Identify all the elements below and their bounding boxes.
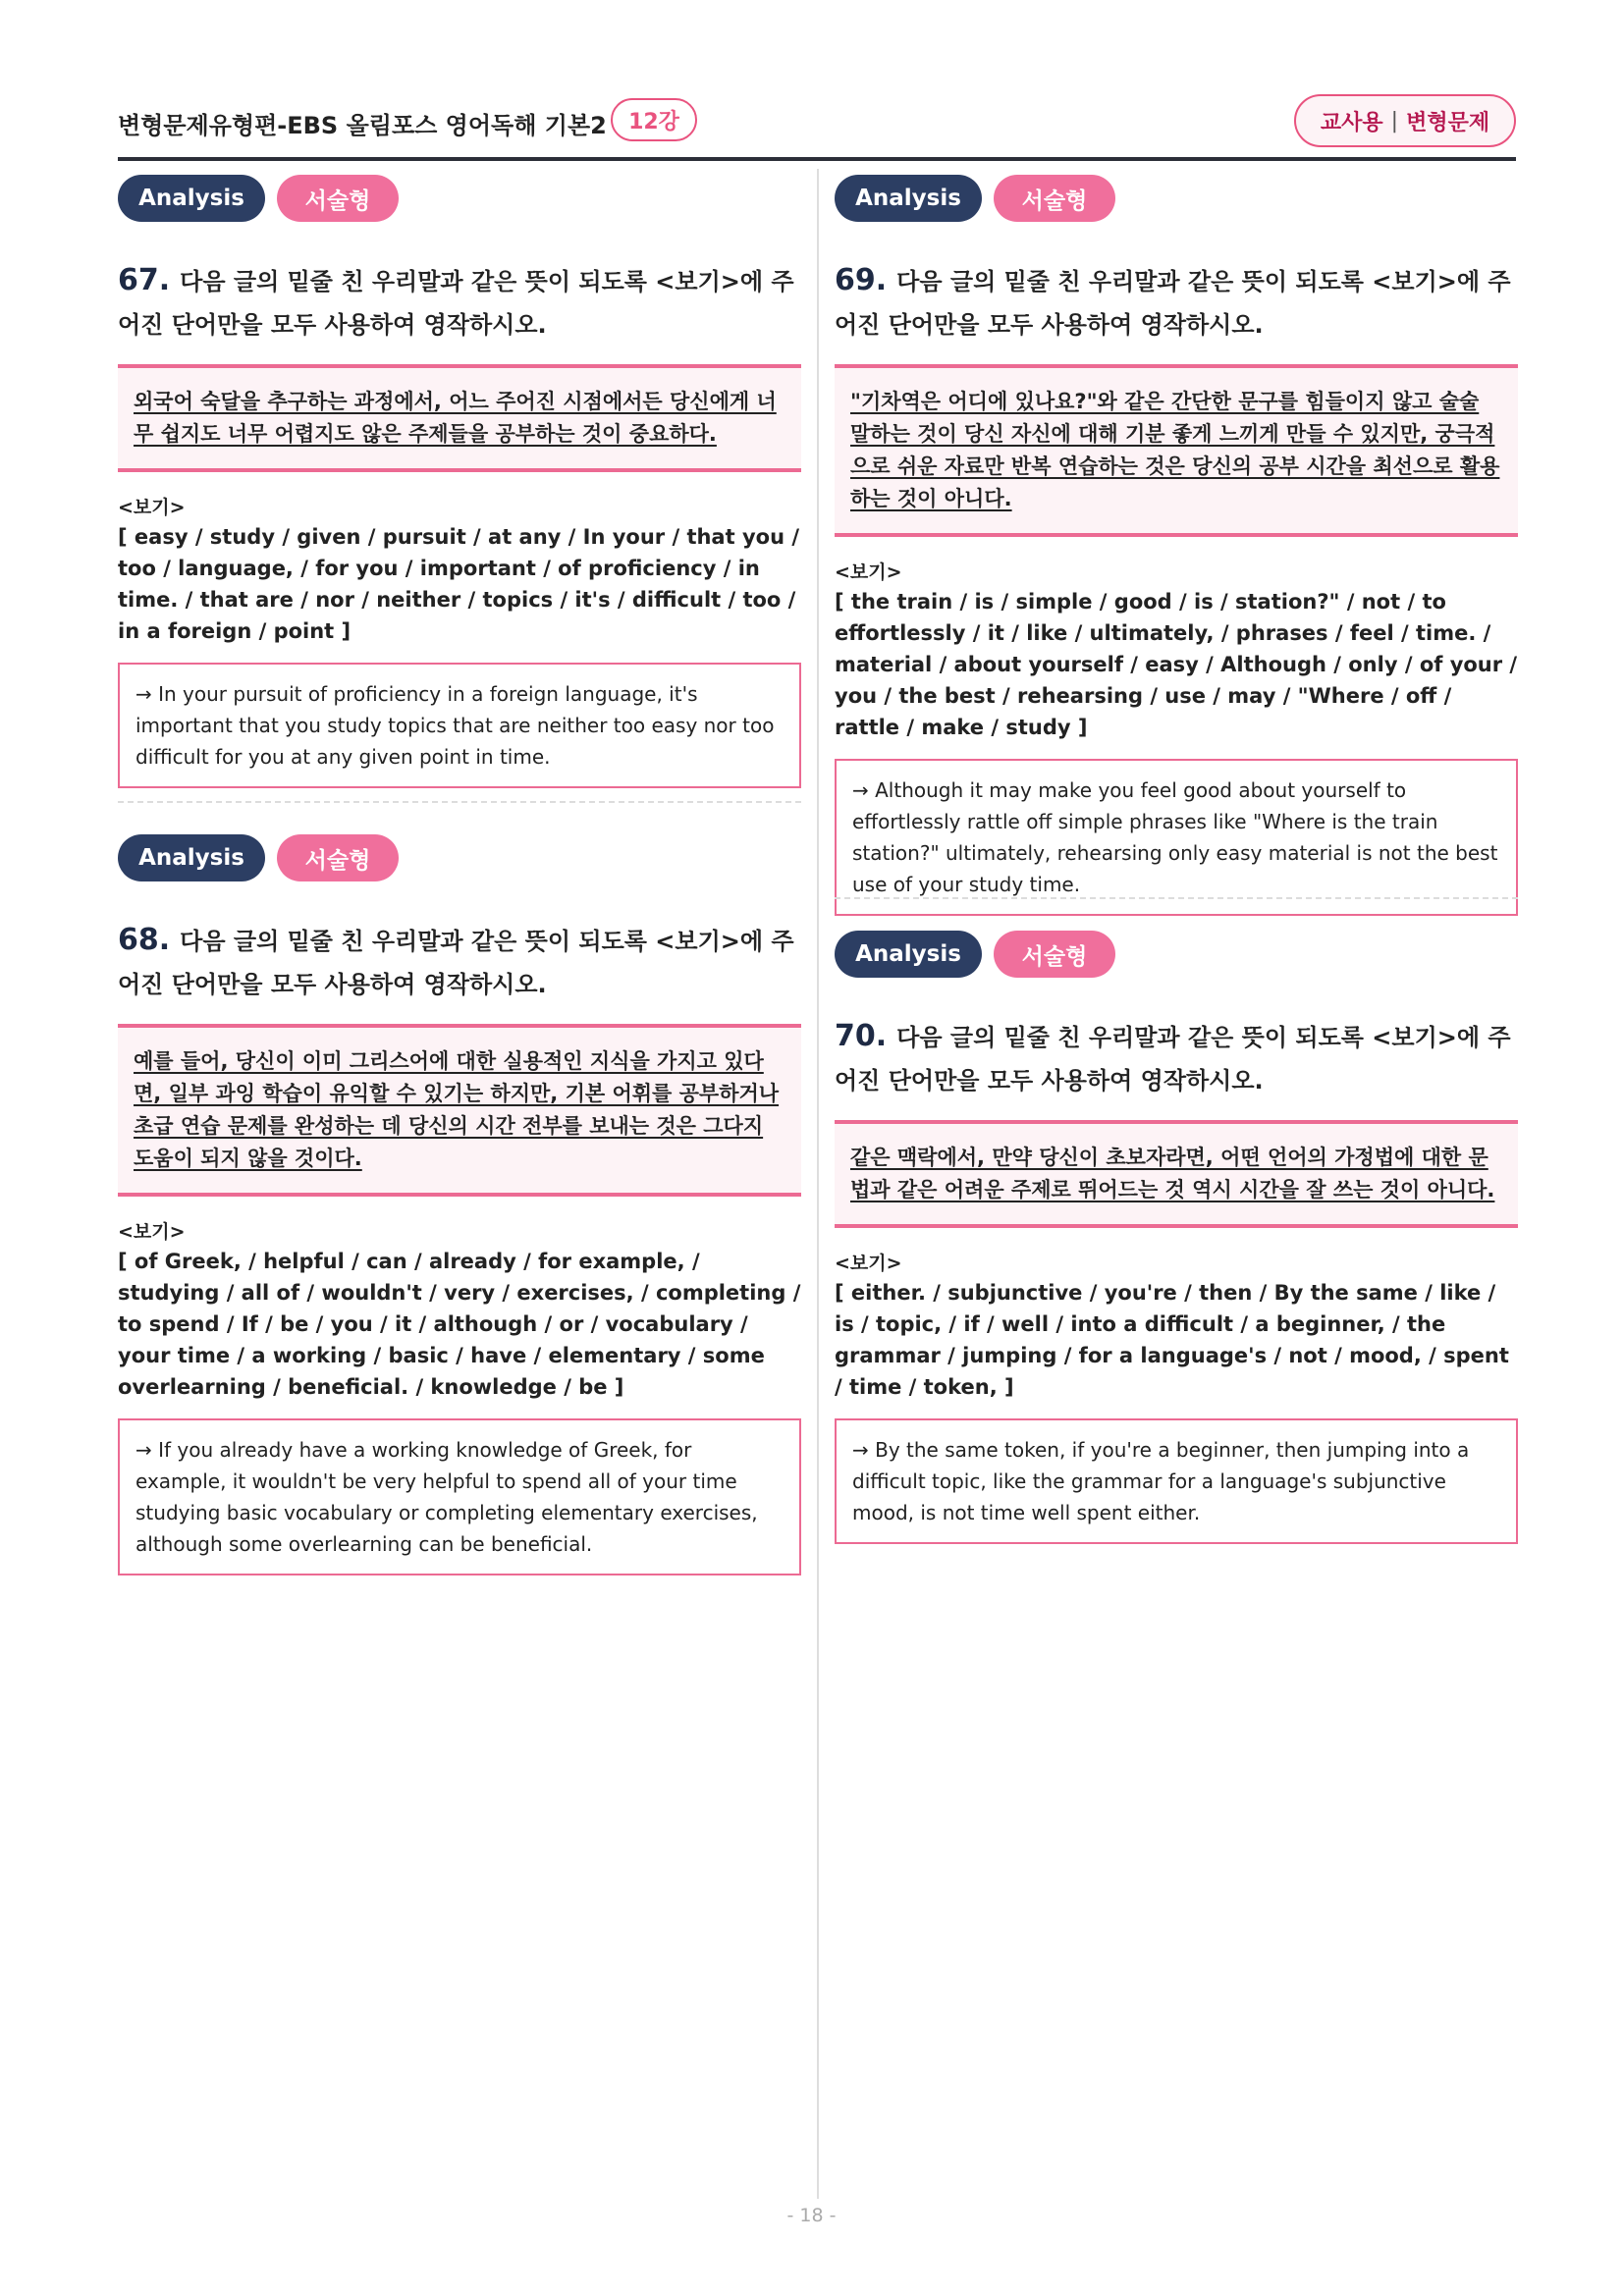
question-number: 68. bbox=[118, 923, 171, 957]
question-tags bbox=[118, 834, 801, 881]
descriptive-tag: 서술형 bbox=[277, 175, 399, 222]
descriptive-tag: 서술형 bbox=[994, 175, 1115, 222]
question-instruction: 다음 글의 밑줄 친 우리말과 같은 뜻이 되도록 <보기>에 주어진 단어만을 모두 사용하여 영작하시오. bbox=[835, 1024, 1511, 1095]
bogi-label: <보기> bbox=[118, 497, 186, 518]
question-tags bbox=[835, 931, 1518, 978]
question-70 bbox=[835, 931, 1518, 1544]
question-67 bbox=[118, 175, 801, 788]
answer-box: → By the same token, if you're a beginner, then jumping into a difficult topic, like the grammar for a language's subjunctive mood, is not time well spent either. bbox=[835, 1418, 1518, 1544]
teacher-edition-badge bbox=[1294, 94, 1516, 147]
question-title bbox=[835, 259, 1518, 347]
question-number: 67. bbox=[118, 263, 171, 297]
analysis-tag: Analysis bbox=[118, 175, 265, 222]
descriptive-tag: 서술형 bbox=[277, 834, 399, 881]
question-instruction: 다음 글의 밑줄 친 우리말과 같은 뜻이 되도록 <보기>에 주어진 단어만을 모두 사용하여 영작하시오. bbox=[835, 268, 1511, 339]
page-number: - 18 - bbox=[786, 2205, 837, 2226]
question-number: 70. bbox=[835, 1019, 888, 1053]
question-69 bbox=[835, 175, 1518, 916]
badge-type-label: 변형문제 bbox=[1406, 110, 1490, 135]
korean-sentence: 같은 맥락에서, 만약 당신이 초보자라면, 어떤 언어의 가정법에 대한 문법과 같은 어려운 주제로 뛰어드는 것 역시 시간을 잘 쓰는 것이 아니다. bbox=[835, 1120, 1518, 1228]
question-instruction: 다음 글의 밑줄 친 우리말과 같은 뜻이 되도록 <보기>에 주어진 단어만을 모두 사용하여 영작하시오. bbox=[118, 268, 794, 339]
bogi-label: <보기> bbox=[118, 1221, 186, 1243]
descriptive-tag: 서술형 bbox=[994, 931, 1115, 978]
bogi-label: <보기> bbox=[835, 561, 902, 583]
bogi-label: <보기> bbox=[835, 1253, 902, 1274]
question-tags bbox=[118, 175, 801, 222]
word-bank: [ either. / subjunctive / you're / then / By the same / like / is / topic, / if / well / into a difficult / a beginner, / the grammar / jumping / for a language's / not / mood, / spent / time / token, ] bbox=[835, 1281, 1509, 1399]
word-bank: [ of Greek, / helpful / can / already / for example, / studying / all of / wouldn't / very / exercises, / completing / to spend / If / be / you / it / although / or / vocabulary / your time / a working / basic / have / elementary / some overlearning / beneficial. / knowledge / be ] bbox=[118, 1250, 801, 1399]
analysis-tag: Analysis bbox=[835, 931, 982, 978]
question-title bbox=[118, 259, 801, 347]
question-separator bbox=[118, 801, 801, 803]
answer-box: → If you already have a working knowledge of Greek, for example, it wouldn't be very helpful to spend all of your time studying basic vocabulary or completing elementary exercises, although some overlearning can be beneficial. bbox=[118, 1418, 801, 1575]
badge-separator: | bbox=[1390, 108, 1399, 133]
korean-sentence: "기차역은 어디에 있나요?"와 같은 간단한 문구를 힘들이지 않고 술술 말하는 것이 당신 자신에 대해 기분 좋게 느끼게 만들 수 있지만, 궁극적으로 쉬운 자료만 반복 연습하는 것은 당신의 공부 시간을 최선으로 활용하는 것이 아니다. bbox=[835, 364, 1518, 537]
korean-sentence: 외국어 숙달을 추구하는 과정에서, 어느 주어진 시점에서든 당신에게 너무 쉽지도 너무 어렵지도 않은 주제들을 공부하는 것이 중요하다. bbox=[118, 364, 801, 472]
question-68 bbox=[118, 834, 801, 1575]
question-tags bbox=[835, 175, 1518, 222]
page-header bbox=[118, 96, 1516, 161]
question-title bbox=[118, 919, 801, 1006]
question-number: 69. bbox=[835, 263, 888, 297]
korean-sentence: 예를 들어, 당신이 이미 그리스어에 대한 실용적인 지식을 가지고 있다면, 일부 과잉 학습이 유익할 수 있기는 하지만, 기본 어휘를 공부하거나 초급 연습 문제를 완성하는 데 당신의 시간 전부를 보내는 것은 그다지 도움이 되지 않을 것이다. bbox=[118, 1024, 801, 1197]
document-title: 변형문제유형편-EBS 올림포스 영어독해 기본2 bbox=[118, 112, 607, 139]
word-bank: [ easy / study / given / pursuit / at any / In your / that you / too / language, / for you / important / of proficiency / in time. / that are / nor / neither / topics / it's / difficult / too / in a foreign / point ] bbox=[118, 525, 799, 643]
column-divider bbox=[817, 169, 819, 2199]
question-title bbox=[835, 1015, 1518, 1102]
analysis-tag: Analysis bbox=[835, 175, 982, 222]
analysis-tag: Analysis bbox=[118, 834, 265, 881]
answer-box: → In your pursuit of proficiency in a foreign language, it's important that you study topics that are neither too easy nor too difficult for you at any given point in time. bbox=[118, 663, 801, 788]
badge-teacher-label: 교사용 bbox=[1320, 110, 1383, 135]
word-bank: [ the train / is / simple / good / is / station?" / not / to effortlessly / it / like / ultimately, / phrases / feel / time. / material / about yourself / easy / Although / only / of your / you / the best / rehearsing / use / may / "Where / off / rattle / make / study ] bbox=[835, 590, 1518, 739]
question-separator bbox=[835, 897, 1518, 899]
answer-box: → Although it may make you feel good about yourself to effortlessly rattle off simple phrases like "Where is the train station?" ultimately, rehearsing only easy material is not the best use of your study time. bbox=[835, 759, 1518, 916]
question-instruction: 다음 글의 밑줄 친 우리말과 같은 뜻이 되도록 <보기>에 주어진 단어만을 모두 사용하여 영작하시오. bbox=[118, 928, 794, 998]
lesson-badge: 12강 bbox=[611, 98, 697, 141]
